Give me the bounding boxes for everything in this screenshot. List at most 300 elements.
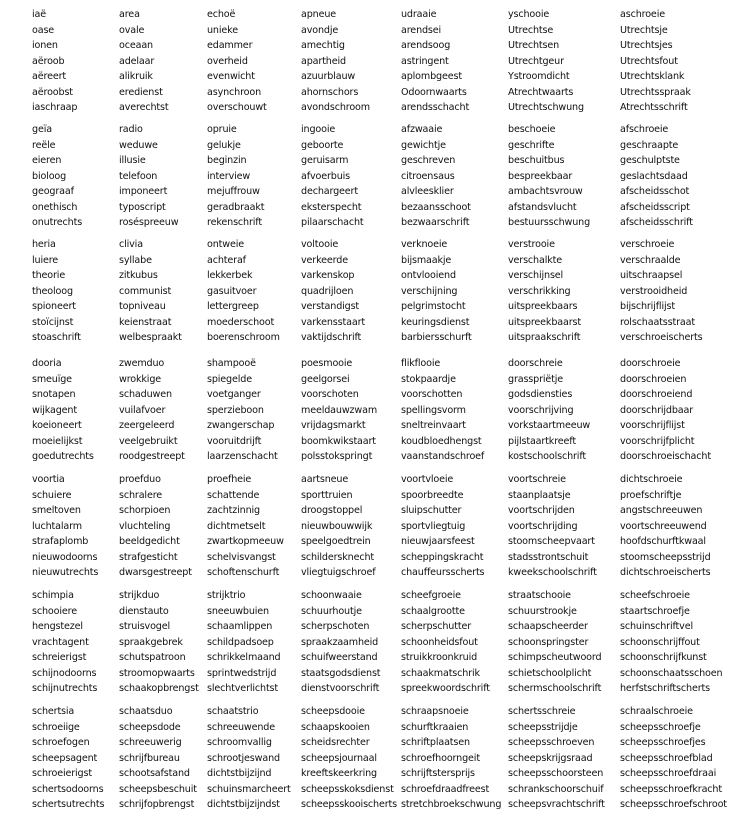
word-cell: echoë <box>207 9 236 20</box>
word-cell: scheidsrechter <box>301 737 370 748</box>
word-cell: eieren <box>32 155 62 166</box>
word-cell: kostschoolschrift <box>508 451 586 462</box>
word-cell: schaapskooien <box>301 721 370 733</box>
word-cell: doorschrijdbaar <box>620 404 694 416</box>
word-cell: communist <box>119 285 172 297</box>
word-cell: dichtmetselt <box>207 520 266 532</box>
word-cell: scheepsschoorsteen <box>508 768 604 779</box>
word-cell: verkeerde <box>301 254 348 266</box>
word-cell: geradbraakt <box>207 201 265 213</box>
word-cell: voorschotten <box>401 389 463 400</box>
word-cell: polsstokspringt <box>301 451 373 462</box>
word-cell: boerenschroom <box>207 332 280 343</box>
word-cell: moeielijkst <box>32 435 83 447</box>
word-cell: zeergeleerd <box>119 420 175 431</box>
word-cell: nieuwbouwwijk <box>301 520 373 532</box>
word-cell: achteraf <box>207 254 246 266</box>
word-cell: schietschoolplicht <box>508 667 592 679</box>
word-cell: schattende <box>207 489 260 501</box>
word-cell: welbespraakt <box>119 332 182 343</box>
word-cell: spoorbreedte <box>401 489 464 501</box>
word-cell: gewichtje <box>401 139 446 151</box>
word-cell: sperzieboon <box>207 404 264 416</box>
word-cell: oase <box>32 24 55 36</box>
word-cell: stoïcijnst <box>32 316 74 328</box>
word-cell: voltooie <box>301 239 339 250</box>
word-cell: flikflooie <box>401 358 441 369</box>
word-cell: schertsia <box>32 706 75 717</box>
word-cell: schooiere <box>32 605 77 617</box>
word-cell: schoonschrijfkunst <box>620 652 707 663</box>
word-cell: stretchbroekschwung <box>401 799 502 810</box>
word-cell: apneue <box>301 9 337 20</box>
word-cell: moederschoot <box>207 316 275 328</box>
word-cell: onethisch <box>32 201 78 213</box>
word-cell: wijkagent <box>32 404 77 416</box>
word-cell: uitspraakschrift <box>508 332 581 343</box>
word-cell: laarzenschacht <box>207 451 278 462</box>
word-cell: afschroeie <box>620 124 669 135</box>
word-cell: edammer <box>207 40 253 51</box>
word-cell: afscheidsschrift <box>620 217 693 228</box>
word-cell: verstandigst <box>301 301 360 312</box>
word-cell: stokpaardje <box>401 373 456 385</box>
word-cell: schroeiige <box>32 721 80 733</box>
word-cell: voortschrijding <box>508 520 578 532</box>
word-cell: schildersknecht <box>301 551 375 563</box>
word-cell: scheepsskooischerts <box>301 799 397 810</box>
word-cell: smeuïge <box>32 373 72 385</box>
word-cell: sluipschutter <box>401 505 462 516</box>
word-cell: beschoeie <box>508 124 556 135</box>
word-cell: vluchteling <box>119 520 171 532</box>
word-cell: Utrechtsen <box>508 40 560 51</box>
word-cell: bijschrijflijst <box>620 301 675 312</box>
word-cell: schaatstrio <box>207 706 259 717</box>
word-cell: varkensstaart <box>301 316 365 328</box>
word-cell: staartschroefje <box>620 605 690 617</box>
word-cell: verschalkte <box>508 254 562 266</box>
word-cell: verknoeie <box>401 239 448 250</box>
word-cell: straatschooie <box>508 590 571 601</box>
word-cell: herfstschriftscherts <box>620 683 710 694</box>
word-cell: Ystroomdicht <box>508 71 570 82</box>
word-cell: beschuitbus <box>508 155 565 166</box>
word-cell: Utrechtse <box>508 24 554 36</box>
word-cell: scheepsschroefblad <box>620 752 713 764</box>
word-cell: schijnutrechts <box>32 683 98 694</box>
word-cell: lettergreep <box>207 301 259 312</box>
word-cell: illusie <box>119 155 146 166</box>
word-cell: nieuwjaarsfeest <box>401 536 475 547</box>
word-cell: strijkduo <box>119 590 160 601</box>
word-cell: weduwe <box>119 139 158 151</box>
word-cell: scherpschutter <box>401 621 471 632</box>
word-cell: geruisarm <box>301 155 349 166</box>
word-cell: dichtstbijzijndst <box>207 799 280 810</box>
word-cell: schuurhoutje <box>301 605 362 617</box>
word-cell: ahornschors <box>301 86 359 98</box>
word-cell: arendsschacht <box>401 102 470 113</box>
word-cell: scheepsdode <box>119 721 181 733</box>
word-cell: aëroob <box>32 55 65 67</box>
word-cell: vrachtagent <box>32 636 89 648</box>
word-cell: gelukje <box>207 139 241 151</box>
word-cell: stroomopwaarts <box>119 667 195 679</box>
word-cell: interview <box>207 170 251 182</box>
word-cell: stoomscheepsstrijd <box>620 551 711 563</box>
word-cell: stadsstrontschuit <box>508 551 589 563</box>
word-cell: schutspatroon <box>119 652 186 663</box>
word-cell: droogstoppel <box>301 505 363 516</box>
word-cell: schrankschoorschuif <box>508 783 604 795</box>
word-cell: reële <box>32 139 56 151</box>
word-cell: overheid <box>207 55 248 67</box>
word-cell: schaamlippen <box>207 621 273 632</box>
word-cell: oceaan <box>119 40 153 51</box>
word-cell: iaschraap <box>32 102 78 113</box>
word-cell: Atrechtwaarts <box>508 86 574 98</box>
word-cell: spiegelde <box>207 373 252 385</box>
word-cell: scheepsjournaal <box>301 752 377 764</box>
word-cell: schorpioen <box>119 505 171 516</box>
word-cell: verschijnsel <box>508 270 564 281</box>
word-cell: eksterspecht <box>301 201 362 213</box>
word-cell: uitschraapsel <box>620 270 683 281</box>
word-cell: schaapscheerder <box>508 621 588 632</box>
word-cell: sporttruien <box>301 489 353 501</box>
word-cell: scheepskrijgsraad <box>508 752 593 764</box>
word-cell: schrijfopbrengst <box>119 799 195 810</box>
word-cell: schaakmatschrik <box>401 667 480 679</box>
word-cell: smeltoven <box>32 505 81 516</box>
word-cell: voortvloeie <box>401 474 454 485</box>
word-cell: schaatsduo <box>119 706 173 717</box>
word-cell: geïa <box>32 124 52 135</box>
word-cell: scheepsbeschuit <box>119 783 197 795</box>
word-cell: ionen <box>32 40 58 51</box>
word-cell: kreeftskeerkring <box>301 768 377 779</box>
word-cell: voortschreie <box>508 474 566 485</box>
word-cell: geslachtsdaad <box>620 170 688 182</box>
word-cell: verschroeie <box>620 239 675 250</box>
word-cell: scheepsschroefschroot <box>620 799 727 810</box>
word-cell: verschrikking <box>508 285 571 297</box>
word-cell: scheppingskracht <box>401 551 484 563</box>
word-cell: doorschroeischacht <box>620 451 711 462</box>
word-cell: ingooie <box>301 124 336 135</box>
word-cell: gasuitvoer <box>207 285 257 297</box>
word-cell: rolschaatsstraat <box>620 316 695 328</box>
word-cell: aartsneue <box>301 474 349 485</box>
word-cell: nieuwodoorns <box>32 551 98 563</box>
word-cell: voortia <box>32 474 65 485</box>
word-cell: hengstezel <box>32 621 83 632</box>
word-cell: barbiersschurft <box>401 332 472 343</box>
word-cell: proefschriftje <box>620 489 682 501</box>
word-cell: ontweie <box>207 239 244 250</box>
word-cell: Utrechtsje <box>620 24 668 36</box>
word-cell: aëroobst <box>32 86 73 98</box>
word-cell: strafgesticht <box>119 551 178 563</box>
word-cell: schuinschriftvel <box>620 621 693 632</box>
word-cell: voetganger <box>207 389 261 400</box>
word-cell: dichtschroeischerts <box>620 567 711 578</box>
word-cell: Utrechtschwung <box>508 102 584 113</box>
word-cell: scheepsskoksdienst <box>301 783 394 795</box>
word-cell: spreekwoordschrift <box>401 683 490 694</box>
word-cell: schroefogen <box>32 737 90 748</box>
word-cell: schaduwen <box>119 389 172 400</box>
word-cell: grasspriëtje <box>508 373 564 385</box>
word-cell: schreierigst <box>32 652 87 663</box>
word-cell: schuiere <box>32 489 72 501</box>
word-cell: schimpscheutwoord <box>508 652 602 663</box>
word-cell: schroomvallig <box>207 737 272 748</box>
word-cell: schijnodoorns <box>32 667 97 679</box>
word-cell: spraakzaamheid <box>301 636 379 648</box>
word-cell: luiere <box>32 254 59 266</box>
word-cell: schraapsnoeie <box>401 706 469 717</box>
word-cell: koudbloedhengst <box>401 435 482 447</box>
word-cell: vooruitdrijft <box>207 435 262 447</box>
word-cell: snotapen <box>32 389 76 400</box>
word-cell: arendsoog <box>401 40 451 51</box>
word-cell: kweekschoolschrift <box>508 567 597 578</box>
word-cell: schreeuwerig <box>119 737 182 748</box>
word-cell: schurftkraaien <box>401 721 469 733</box>
word-cell: chauffeursscherts <box>401 567 485 578</box>
word-cell: aschroeie <box>620 9 665 20</box>
word-cell: goedutrechts <box>32 451 94 462</box>
word-cell: scheepsstrijdje <box>508 721 578 733</box>
word-cell: veelgebruikt <box>119 435 178 447</box>
word-cell: schrijfbureau <box>119 752 180 764</box>
word-cell: schelvisvangst <box>207 551 276 563</box>
word-cell: onutrechts <box>32 217 83 228</box>
word-cell: angstschreeuwen <box>620 505 703 516</box>
word-cell: dwarsgestreept <box>119 567 192 578</box>
word-cell: schuifweerstand <box>301 652 378 663</box>
word-cell: scheepsagent <box>32 752 98 764</box>
word-cell: geboorte <box>301 139 344 151</box>
word-cell: schoonheidsfout <box>401 636 478 648</box>
word-cell: vaktijdschrift <box>301 332 362 343</box>
word-cell: vliegtuigschroef <box>301 567 376 578</box>
word-cell: poesmooie <box>301 358 353 369</box>
word-cell: pelgrimstocht <box>401 301 466 312</box>
word-cell: schrijftstersprijs <box>401 768 475 779</box>
word-cell: schroeierigst <box>32 768 92 779</box>
word-cell: schroefhoorngeit <box>401 752 480 764</box>
word-cell: Utrechtsjes <box>620 40 673 51</box>
word-cell: apartheid <box>301 55 346 67</box>
word-cell: staanplaatsje <box>508 489 571 501</box>
word-cell: stoaschrift <box>32 332 81 343</box>
word-cell: shampooë <box>207 358 256 369</box>
word-cell: yschooie <box>508 9 550 20</box>
word-cell: schertsutrechts <box>32 799 105 810</box>
word-cell: Utrechtsfout <box>620 55 678 67</box>
word-cell: vaanstandschroef <box>401 451 485 462</box>
word-cell: schertsodoorns <box>32 783 104 795</box>
word-cell: dooria <box>32 358 62 369</box>
word-cell: zwartkopmeeuw <box>207 536 284 547</box>
word-cell: zwemduo <box>119 358 165 369</box>
word-cell: dichtstbijzijnd <box>207 768 272 779</box>
word-cell: avondschroom <box>301 102 370 113</box>
word-cell: schuinsmarcheert <box>207 783 291 795</box>
word-cell: schaakopbrengst <box>119 683 199 694</box>
word-cell: scheepsvrachtschrift <box>508 799 605 810</box>
word-cell: schraalschroeie <box>620 706 693 717</box>
word-cell: dechargeert <box>301 186 358 197</box>
word-cell: avondje <box>301 24 339 36</box>
word-cell: theorie <box>32 270 66 281</box>
word-cell: arendsei <box>401 24 442 36</box>
word-cell: strijktrio <box>207 590 246 601</box>
word-cell: dichtschroeie <box>620 474 683 485</box>
word-cell: scheefschroeie <box>620 590 690 601</box>
word-cell: Odoornwaarts <box>401 86 467 98</box>
word-cell: opruie <box>207 124 237 135</box>
word-cell: beeldgedicht <box>119 536 180 547</box>
word-cell: schootsafstand <box>119 768 190 779</box>
word-cell: voorschoten <box>301 389 359 400</box>
word-cell: radio <box>119 124 143 135</box>
word-cell: keienstraat <box>119 316 172 328</box>
word-cell: varkenskop <box>301 270 355 281</box>
word-cell: koeioneert <box>32 420 82 431</box>
word-cell: udraaie <box>401 9 437 20</box>
word-cell: verschijning <box>401 285 458 297</box>
word-cell: stoomscheepvaart <box>508 536 595 547</box>
word-cell: schoonwaaie <box>301 590 362 601</box>
word-cell: nieuwutrechts <box>32 567 99 578</box>
word-cell: schriftplaatsen <box>401 737 470 748</box>
word-cell: sneltreinvaart <box>401 420 466 431</box>
word-cell: scheefgroeie <box>401 590 461 601</box>
word-cell: aëreert <box>32 71 66 82</box>
word-cell: area <box>119 9 140 20</box>
word-cell: vorkstaartmeeuw <box>508 420 591 431</box>
word-cell: luchtalarm <box>32 520 82 532</box>
word-cell: unieke <box>207 24 238 36</box>
word-cell: schrootjeswand <box>207 752 280 764</box>
word-cell: meeldauwzwam <box>301 404 378 416</box>
word-cell: scheepsdooie <box>301 706 365 717</box>
word-cell: rekenschrift <box>207 217 262 228</box>
word-cell: verstrooie <box>508 239 555 250</box>
word-cell: eredienst <box>119 86 163 98</box>
word-cell: voorschrijfplicht <box>620 435 695 447</box>
word-cell: sportvliegtuig <box>401 520 466 532</box>
word-cell: voorschrijflijst <box>620 420 685 431</box>
word-cell: theoloog <box>32 285 73 297</box>
word-cell: hoofdschurftkwaal <box>620 536 706 547</box>
word-cell: sprintwedstrijd <box>207 667 277 679</box>
word-cell: strafaplomb <box>32 536 89 547</box>
word-cell: geschrifte <box>508 139 555 151</box>
word-cell: schralere <box>119 489 163 501</box>
word-cell: afscheidsscript <box>620 201 690 213</box>
word-cell: telefoon <box>119 170 158 182</box>
word-cell: iaë <box>32 9 46 20</box>
word-cell: slechtverlichtst <box>207 683 279 694</box>
word-cell: averechtst <box>119 102 169 113</box>
word-cell: speelgoedtrein <box>301 536 371 547</box>
word-cell: aplombgeest <box>401 71 462 82</box>
word-cell: heria <box>32 239 56 250</box>
word-cell: vuilafvoer <box>119 404 166 416</box>
word-cell: wrokkige <box>119 373 162 385</box>
word-cell: schoftenschurft <box>207 567 280 578</box>
word-cell: scheepsschroefjes <box>620 737 706 748</box>
word-cell: zitkubus <box>119 270 158 281</box>
word-cell: schreeuwende <box>207 721 275 733</box>
word-cell: doorschreie <box>508 358 563 369</box>
word-cell: imponeert <box>119 186 168 197</box>
word-cell: bezaansschoot <box>401 201 471 213</box>
word-cell: afzwaaie <box>401 124 443 135</box>
word-cell: verschroeischerts <box>620 332 703 343</box>
word-cell: spellingsvorm <box>401 404 466 416</box>
word-cell: verschraalde <box>620 254 681 266</box>
word-cell: verstrooidheid <box>620 285 688 297</box>
word-cell: spioneert <box>32 301 76 312</box>
word-cell: schroefdraadfreest <box>401 783 490 795</box>
word-cell: geschulptste <box>620 155 680 166</box>
word-cell: godsdiensties <box>508 389 573 400</box>
word-cell: scheepsschroefkracht <box>620 783 722 795</box>
word-cell: schrikkelmaand <box>207 652 281 663</box>
word-cell: struikkroonkruid <box>401 652 478 663</box>
word-cell: doorschroeie <box>620 358 681 369</box>
word-cell: schermschoolschrift <box>508 683 602 694</box>
word-cell: syllabe <box>119 254 152 266</box>
word-cell: boomkwikstaart <box>301 435 376 447</box>
word-cell: schoonschaatsschoen <box>620 667 723 679</box>
word-cell: overschouwt <box>207 102 267 113</box>
word-cell: geelgorsei <box>301 373 350 385</box>
word-cell: evenwicht <box>207 71 255 82</box>
word-cell: scherpschoten <box>301 621 370 632</box>
word-cell: roséspreeuw <box>119 217 179 228</box>
word-cell: Utrechtgeur <box>508 55 564 67</box>
word-cell: lekkerbek <box>207 270 253 281</box>
word-cell: schoonschrijffout <box>620 636 700 648</box>
word-cell: voortschreeuwend <box>620 520 707 532</box>
word-cell: schertsschreie <box>508 706 576 717</box>
word-cell: topniveau <box>119 301 166 312</box>
word-cell: dienstvoorschrift <box>301 683 380 694</box>
word-cell: voortschrijden <box>508 505 575 516</box>
word-cell: afstandsvlucht <box>508 201 577 213</box>
word-cell: geograaf <box>32 186 74 197</box>
word-cell: pijlstaartkreeft <box>508 435 576 447</box>
word-cell: ontvlooiend <box>401 270 456 281</box>
word-cell: bioloog <box>32 170 67 182</box>
word-cell: schimpia <box>32 590 74 601</box>
word-cell: pilaarschacht <box>301 217 364 228</box>
word-cell: citroensaus <box>401 170 455 182</box>
word-cell: Utrechtsklank <box>620 71 685 82</box>
word-cell: geschreven <box>401 155 456 166</box>
word-cell: doorschroeien <box>620 373 687 385</box>
word-cell: ambachtsvrouw <box>508 186 583 197</box>
word-cell: bijsmaakje <box>401 254 452 266</box>
word-cell: alikruik <box>119 71 153 82</box>
